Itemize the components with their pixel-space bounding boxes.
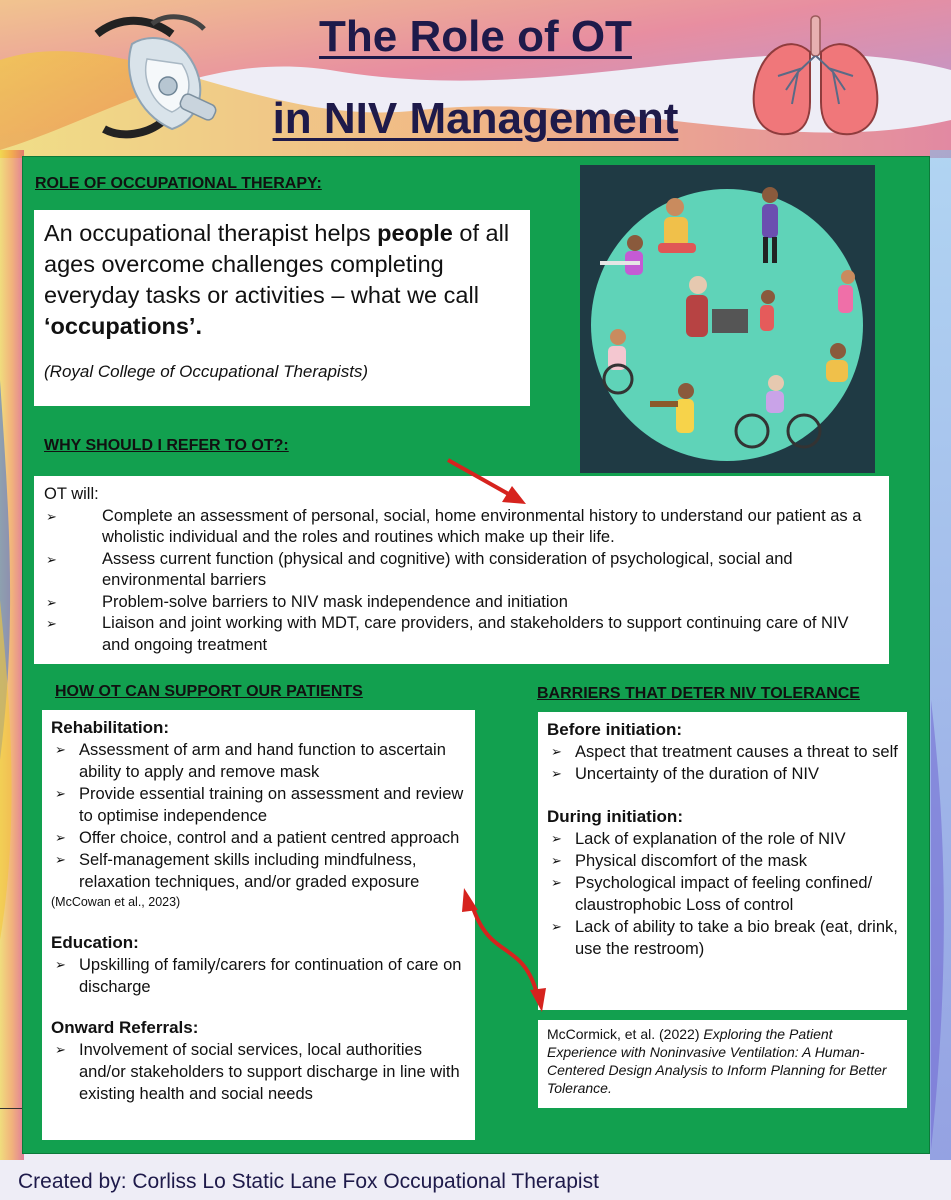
bullet-arrow-icon: ➢	[46, 594, 57, 610]
why-refer-item-text: Problem-solve barriers to NIV mask independence and initiation	[102, 592, 568, 611]
why-refer-item	[44, 506, 879, 549]
rehab-title: Rehabilitation:	[51, 718, 170, 737]
education-item	[51, 954, 466, 998]
side-divider	[0, 1108, 22, 1109]
bullet-arrow-icon: ➢	[551, 766, 562, 781]
bullet-arrow-icon: ➢	[55, 742, 66, 757]
education-item-text: Upskilling of family/carers for continuation of care on discharge	[79, 956, 462, 996]
rehab-item-text: Assessment of arm and hand function to ascertain ability to apply and remove mask	[79, 741, 446, 781]
rehab-item-text: Provide essential training on assessment and review to optimise independence	[79, 785, 464, 825]
rehab-item	[51, 849, 466, 893]
onward-referrals-title: Onward Referrals:	[51, 1018, 199, 1037]
bullet-arrow-icon: ➢	[551, 875, 562, 890]
why-refer-item-text: Liaison and joint working with MDT, care providers, and stakeholders to support continuing care of NIV and ongoing treatment	[102, 614, 849, 654]
bullet-arrow-icon: ➢	[551, 744, 562, 759]
rehab-reference: (McCowan et al., 2023)	[51, 895, 181, 909]
bullet-arrow-icon: ➢	[551, 919, 562, 934]
bullet-arrow-icon: ➢	[55, 786, 66, 801]
why-refer-item-text: Assess current function (physical and cognitive) with consideration of psychological, social and environmental barriers	[102, 549, 793, 589]
barriers-citation-box	[538, 1020, 907, 1108]
role-definition-text	[44, 218, 520, 342]
role-source: (Royal College of Occupational Therapists)	[44, 362, 369, 381]
onward-referrals-item-text: Involvement of social services, local authorities and/or stakeholders to support discharge in line with existing health and social needs	[79, 1041, 460, 1103]
during-initiation-item-text: Psychological impact of feeling confined/ claustrophobic Loss of control	[575, 874, 873, 914]
page-title-line-2: in NIV Management	[272, 94, 679, 143]
support-section-header: HOW OT CAN SUPPORT OUR PATIENTS	[55, 683, 363, 700]
before-initiation-item-text: Uncertainty of the duration of NIV	[575, 765, 819, 783]
during-initiation-item-text: Physical discomfort of the mask	[575, 852, 807, 870]
barriers-citation	[547, 1025, 898, 1097]
bullet-arrow-icon: ➢	[55, 852, 66, 867]
bullet-arrow-icon: ➢	[46, 616, 57, 631]
barriers-box	[538, 712, 907, 1010]
before-initiation-item	[547, 741, 898, 763]
why-refer-item	[44, 592, 879, 614]
bullet-arrow-icon: ➢	[55, 830, 66, 845]
bullet-arrow-icon: ➢	[55, 957, 66, 972]
bullet-arrow-icon: ➢	[551, 831, 562, 846]
citation-title: Exploring the Patient Experience with Noninvasive Ventilation: A Human-Centered Design Analysis to Inform Planning for Better Tolerance.	[547, 1026, 887, 1096]
people-activities-icon	[580, 165, 875, 473]
rehab-item	[51, 783, 466, 827]
during-initiation-title: During initiation:	[547, 807, 683, 826]
bullet-arrow-icon: ➢	[46, 508, 57, 524]
rehab-item	[51, 739, 466, 783]
occupations-illustration	[580, 165, 875, 473]
rehab-item	[51, 827, 466, 849]
during-initiation-item	[547, 872, 898, 916]
why-refer-header: WHY SHOULD I REFER TO OT?:	[44, 437, 289, 454]
during-initiation-item	[547, 828, 898, 850]
during-initiation-item	[547, 916, 898, 960]
education-title: Education:	[51, 933, 139, 952]
why-refer-box	[34, 476, 889, 664]
before-initiation-title: Before initiation:	[547, 720, 683, 739]
bullet-arrow-icon: ➢	[55, 1042, 66, 1057]
during-initiation-item	[547, 850, 898, 872]
role-bold-people: people	[377, 220, 453, 246]
before-initiation-item	[547, 763, 898, 785]
bullet-arrow-icon: ➢	[46, 551, 57, 567]
onward-referrals-item	[51, 1039, 466, 1105]
rehab-item-text: Offer choice, control and a patient centred approach	[79, 829, 460, 847]
why-refer-item	[44, 613, 879, 656]
support-box	[42, 710, 475, 1140]
during-initiation-item-text: Lack of ability to take a bio break (eat, drink, use the restroom)	[575, 918, 898, 958]
barriers-section-header: BARRIERS THAT DETER NIV TOLERANCE	[537, 685, 860, 702]
rehab-item-text: Self-management skills including mindfulness, relaxation techniques, and/or graded exposure	[79, 851, 420, 891]
role-section-header: ROLE OF OCCUPATIONAL THERAPY:	[35, 175, 322, 192]
before-initiation-item-text: Aspect that treatment causes a threat to self	[575, 743, 898, 761]
why-refer-item-text: Complete an assessment of personal, social, home environmental history to understand our patient as a wholistic individual and the roles and routines which make up their life.	[102, 506, 862, 546]
role-definition-box	[34, 210, 530, 406]
page-title-line-1: The Role of OT	[319, 12, 632, 61]
why-refer-item	[44, 549, 879, 592]
bullet-arrow-icon: ➢	[551, 853, 562, 868]
footer-credit: Created by: Corliss Lo Static Lane Fox Occupational Therapist	[18, 1170, 599, 1193]
role-text-2: of all ages overcome challenges completing everyday tasks or activities – what we call	[44, 220, 510, 308]
during-initiation-item-text: Lack of explanation of the role of NIV	[575, 830, 846, 848]
role-text-1: An occupational therapist helps	[44, 220, 378, 246]
why-refer-lead: OT will:	[44, 485, 99, 503]
citation-authors: McCormick, et al. (2022)	[547, 1026, 704, 1042]
role-bold-occupations: ‘occupations’.	[44, 313, 202, 339]
